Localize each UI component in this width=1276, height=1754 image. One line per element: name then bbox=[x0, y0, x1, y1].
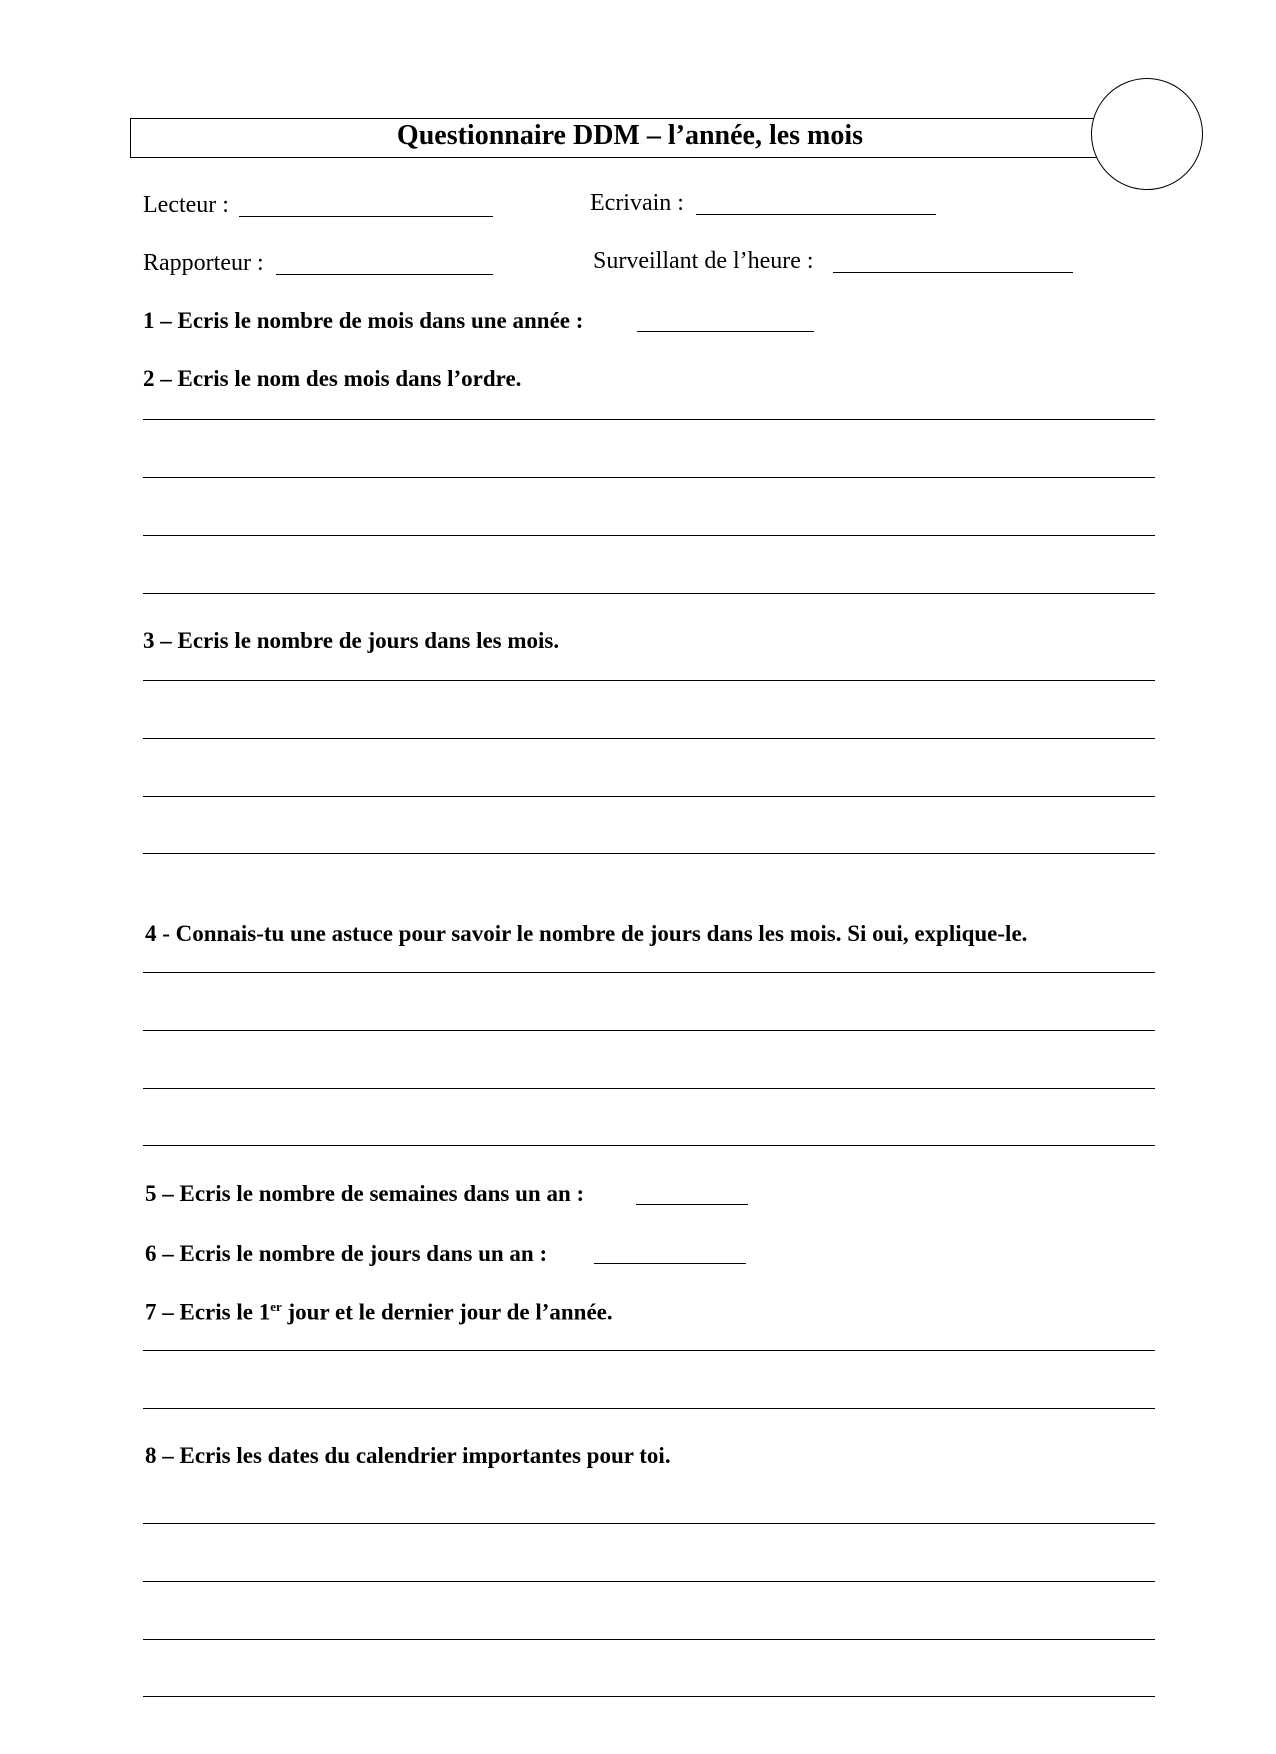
ecrivain-label: Ecrivain : bbox=[590, 190, 684, 216]
question-7-prefix: 7 – Ecris le 1 bbox=[145, 1299, 271, 1325]
question-7-superscript: er bbox=[270, 1299, 282, 1314]
answer-line[interactable] bbox=[143, 738, 1155, 739]
answer-1-field[interactable] bbox=[637, 331, 814, 332]
question-7-suffix: jour et le dernier jour de l’année. bbox=[281, 1299, 613, 1325]
question-2: 2 – Ecris le nom des mois dans l’ordre. bbox=[143, 366, 522, 391]
question-8: 8 – Ecris les dates du calendrier importantes pour toi. bbox=[145, 1443, 671, 1468]
surveillant-label: Surveillant de l’heure : bbox=[593, 248, 814, 274]
answer-line[interactable] bbox=[143, 1639, 1155, 1640]
answer-line[interactable] bbox=[143, 972, 1155, 973]
answer-line[interactable] bbox=[143, 593, 1155, 594]
answer-line[interactable] bbox=[143, 1088, 1155, 1089]
answer-line[interactable] bbox=[143, 1350, 1155, 1351]
ecrivain-field[interactable] bbox=[696, 214, 936, 215]
answer-6-field[interactable] bbox=[594, 1263, 746, 1264]
question-3: 3 – Ecris le nombre de jours dans les mois. bbox=[143, 628, 560, 653]
answer-5-field[interactable] bbox=[636, 1204, 748, 1205]
surveillant-field[interactable] bbox=[833, 272, 1073, 273]
answer-line[interactable] bbox=[143, 1523, 1155, 1524]
answer-line[interactable] bbox=[143, 853, 1155, 854]
answer-line[interactable] bbox=[143, 535, 1155, 536]
lecteur-field[interactable] bbox=[239, 216, 493, 217]
answer-line[interactable] bbox=[143, 680, 1155, 681]
question-5: 5 – Ecris le nombre de semaines dans un an : bbox=[145, 1181, 585, 1206]
answer-line[interactable] bbox=[143, 1030, 1155, 1031]
question-6: 6 – Ecris le nombre de jours dans un an : bbox=[145, 1241, 548, 1266]
answer-line[interactable] bbox=[143, 1408, 1155, 1409]
question-1: 1 – Ecris le nombre de mois dans une année : bbox=[143, 308, 584, 333]
answer-line[interactable] bbox=[143, 477, 1155, 478]
answer-line[interactable] bbox=[143, 1581, 1155, 1582]
page-title: Questionnaire DDM – l’année, les mois bbox=[396, 120, 864, 151]
question-4: 4 - Connais-tu une astuce pour savoir le nombre de jours dans les mois. Si oui, explique-le. bbox=[145, 921, 1028, 946]
question-7 bbox=[145, 1299, 613, 1326]
grade-circle[interactable] bbox=[1091, 78, 1203, 190]
answer-line[interactable] bbox=[143, 419, 1155, 420]
answer-line[interactable] bbox=[143, 1145, 1155, 1146]
answer-line[interactable] bbox=[143, 1696, 1155, 1697]
rapporteur-field[interactable] bbox=[276, 274, 493, 275]
answer-line[interactable] bbox=[143, 796, 1155, 797]
lecteur-label: Lecteur : bbox=[143, 192, 229, 218]
rapporteur-label: Rapporteur : bbox=[143, 250, 264, 276]
